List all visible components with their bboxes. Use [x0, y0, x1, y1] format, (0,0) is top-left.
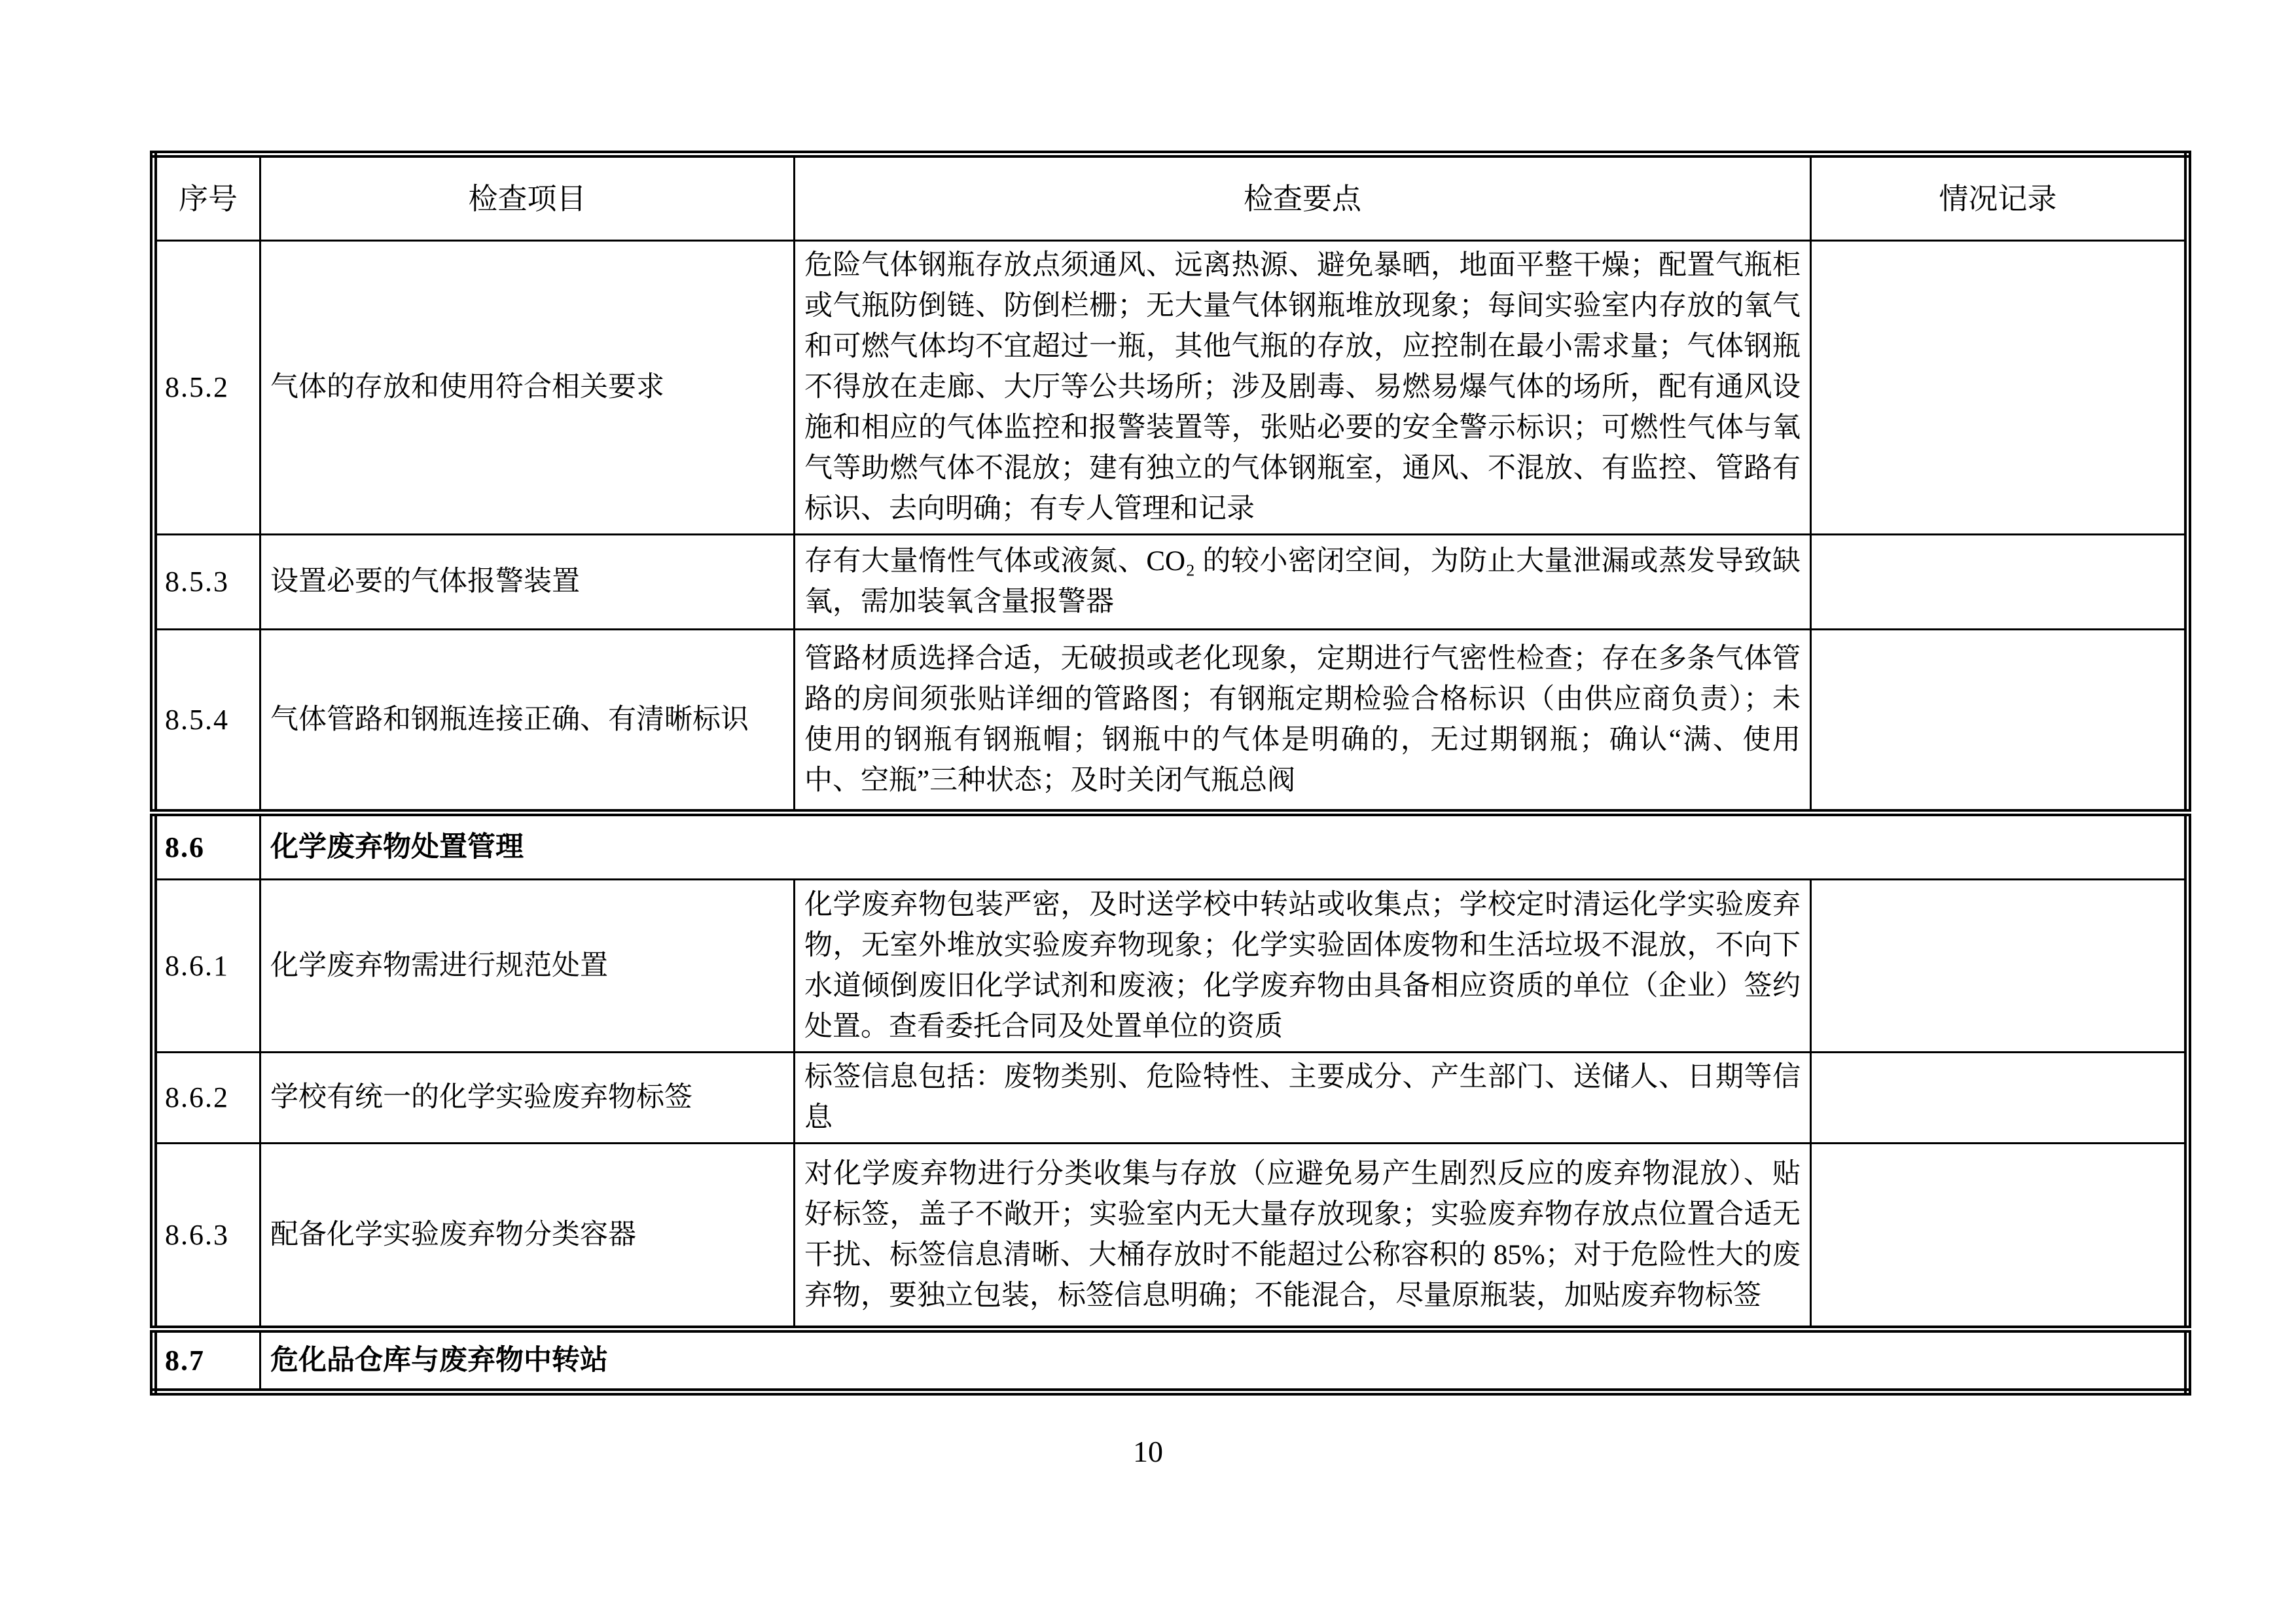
header-record: 情况记录 [1811, 154, 2188, 241]
serial-cell: 8.5.3 [154, 535, 260, 630]
item-cell: 配备化学实验废弃物分类容器 [260, 1144, 795, 1329]
header-row [154, 154, 2188, 241]
table-row [154, 630, 2188, 813]
item-cell: 化学废弃物需进行规范处置 [260, 880, 795, 1053]
page-number: 10 [1133, 1435, 1163, 1468]
serial-cell: 8.7 [154, 1329, 260, 1392]
serial-cell: 8.6.3 [154, 1144, 260, 1329]
item-cell: 气体管路和钢瓶连接正确、有清晰标识 [260, 630, 795, 813]
serial-cell: 8.5.4 [154, 630, 260, 813]
table-row [154, 1144, 2188, 1329]
section-row [154, 1329, 2188, 1392]
header-points: 检查要点 [795, 154, 1811, 241]
points-cell: 化学废弃物包装严密，及时送学校中转站或收集点；学校定时清运化学实验废弃物，无室外堆放实验废弃物现象；化学实验固体废物和生活垃圾不混放，不向下水道倾倒废旧化学试剂和废液；化学废弃物由具备相应资质的单位（企业）签约处置。查看委托合同及处置单位的资质 [795, 880, 1811, 1053]
record-cell [1811, 241, 2188, 535]
section-title-cell: 化学废弃物处置管理 [260, 813, 2188, 880]
points-cell: 存有大量惰性气体或液氮、CO₂ 的较小密闭空间，为防止大量泄漏或蒸发导致缺氧，需加装氧含量报警器 [795, 535, 1811, 630]
record-cell [1811, 880, 2188, 1053]
table-row [154, 880, 2188, 1053]
table-row [154, 535, 2188, 630]
serial-cell: 8.5.2 [154, 241, 260, 535]
inspection-table [150, 151, 2191, 1396]
section-row [154, 813, 2188, 880]
item-cell: 气体的存放和使用符合相关要求 [260, 241, 795, 535]
table-row [154, 241, 2188, 535]
points-cell: 管路材质选择合适，无破损或老化现象，定期进行气密性检查；存在多条气体管路的房间须张贴详细的管路图；有钢瓶定期检验合格标识（由供应商负责）；未使用的钢瓶有钢瓶帽；钢瓶中的气体是明确的，无过期钢瓶；确认“满、使用中、空瓶”三种状态；及时关闭气瓶总阀 [795, 630, 1811, 813]
section-title-cell: 危化品仓库与废弃物中转站 [260, 1329, 2188, 1392]
points-cell: 对化学废弃物进行分类收集与存放（应避免易产生剧烈反应的废弃物混放）、贴好标签，盖子不敞开；实验室内无大量存放现象；实验废弃物存放点位置合适无干扰、标签信息清晰、大桶存放时不能超过公称容积的 85%；对于危险性大的废弃物，要独立包装，标签信息明确；不能混合，尽量原瓶装，加贴废弃物标签 [795, 1144, 1811, 1329]
header-serial: 序号 [154, 154, 260, 241]
record-cell [1811, 630, 2188, 813]
header-item: 检查项目 [260, 154, 795, 241]
points-cell: 危险气体钢瓶存放点须通风、远离热源、避免暴晒，地面平整干燥；配置气瓶柜或气瓶防倒链、防倒栏栅；无大量气体钢瓶堆放现象；每间实验室内存放的氧气和可燃气体均不宜超过一瓶，其他气瓶的存放，应控制在最小需求量；气体钢瓶不得放在走廊、大厅等公共场所；涉及剧毒、易燃易爆气体的场所，配有通风设施和相应的气体监控和报警装置等，张贴必要的安全警示标识；可燃性气体与氧气等助燃气体不混放；建有独立的气体钢瓶室，通风、不混放、有监控、管路有标识、去向明确；有专人管理和记录 [795, 241, 1811, 535]
table-row [154, 1053, 2188, 1144]
item-cell: 设置必要的气体报警装置 [260, 535, 795, 630]
record-cell [1811, 1053, 2188, 1144]
serial-cell: 8.6.2 [154, 1053, 260, 1144]
record-cell [1811, 535, 2188, 630]
points-cell: 标签信息包括：废物类别、危险特性、主要成分、产生部门、送储人、日期等信息 [795, 1053, 1811, 1144]
record-cell [1811, 1144, 2188, 1329]
item-cell: 学校有统一的化学实验废弃物标签 [260, 1053, 795, 1144]
serial-cell: 8.6.1 [154, 880, 260, 1053]
serial-cell: 8.6 [154, 813, 260, 880]
